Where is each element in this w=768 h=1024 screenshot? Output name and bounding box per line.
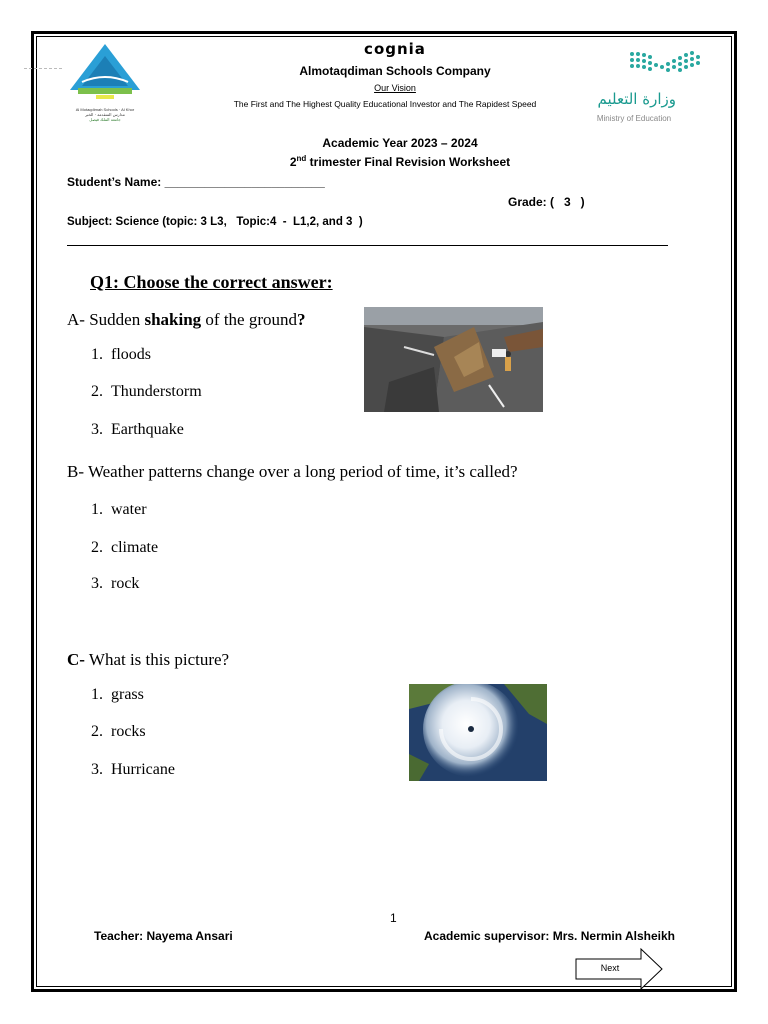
option-c-2-label: rocks [111, 723, 146, 740]
vision-text: The First and The Highest Quality Educational Investor and The Rapidest Speed [233, 99, 537, 109]
earthquake-image [364, 307, 543, 412]
subject-label: Subject: Science (topic: 3 L3, Topic:4 - L1,2, and 3 ) [67, 216, 363, 228]
grade-label: Grade: ( 3 ) [508, 195, 585, 209]
school-logo-caption-1: Al Motaqdimah Schools · Al Khor [75, 107, 135, 112]
option-a-3-label: Earthquake [111, 421, 184, 438]
cognia-logo: cognia [364, 40, 426, 58]
ministry-logo [590, 46, 710, 128]
company-name: Almotaqdiman Schools Company [299, 64, 491, 78]
option-b-3-label: rock [111, 575, 140, 592]
question-c-text: What is this picture? [84, 650, 230, 669]
q1-heading: Q1: Choose the correct answer: [90, 272, 333, 292]
question-b: B- Weather patterns change over a long period of time, it’s called? [67, 462, 518, 481]
option-a-2[interactable]: 2. Thunderstorm [91, 383, 202, 400]
option-a-3[interactable]: 3. Earthquake [91, 421, 184, 438]
option-a-2-label: Thunderstorm [111, 383, 202, 400]
worksheet-ordinal: 2 [289, 155, 297, 169]
hurricane-photo [409, 684, 547, 781]
question-a-prefix: A- Sudden [67, 310, 145, 329]
teacher-name: Teacher: Nayema Ansari [94, 929, 233, 943]
option-b-2-label: climate [111, 539, 159, 556]
page-number: 1 [390, 911, 397, 925]
option-b-1-label: water [111, 501, 147, 518]
header-divider [67, 245, 668, 246]
option-c-3-label: Hurricane [111, 761, 175, 778]
option-b-2[interactable]: 2. climate [91, 539, 159, 556]
academic-year: Academic Year 2023 – 2024 [322, 136, 478, 150]
vision-title: Our Vision [374, 83, 416, 93]
student-name-field[interactable]: Student’s Name: ________________________ [67, 175, 325, 189]
option-a-1[interactable]: 1. floods [91, 346, 151, 363]
option-b-3[interactable]: 3. rock [91, 575, 140, 592]
decorative-dash [24, 68, 62, 70]
option-b-1[interactable]: 1. water [91, 501, 147, 518]
ministry-name-english: Ministry of Education [596, 114, 672, 123]
question-a-suffix: of the ground [201, 310, 297, 329]
question-a-mark: ? [297, 310, 306, 329]
option-c-2[interactable]: 2. rocks [91, 723, 146, 740]
question-a-keyword: shaking [144, 310, 202, 329]
school-logo-caption-3: جامعة الملك فيصل [89, 117, 121, 122]
option-a-1-label: floods [111, 346, 151, 363]
supervisor-name: Academic supervisor: Mrs. Nermin Alsheikh [424, 929, 675, 943]
ministry-dots-icon [590, 46, 710, 82]
worksheet-title [230, 154, 570, 169]
hurricane-image [409, 684, 547, 781]
option-c-3[interactable]: 3. Hurricane [91, 761, 175, 778]
question-a [67, 310, 306, 330]
next-button[interactable] [575, 948, 663, 990]
question-c [67, 650, 229, 670]
school-logo [60, 42, 150, 120]
next-label: Next [600, 963, 620, 973]
earthquake-photo [364, 307, 543, 412]
question-c-number: C- [67, 650, 85, 669]
school-logo-caption-2: مدارس المتقدمة · الخبر [85, 112, 125, 117]
school-logo-icon [60, 42, 150, 102]
ministry-name-arabic: وزارة التعليم [597, 90, 676, 108]
worksheet-ordinal-suffix: nd [296, 154, 307, 163]
option-c-1-label: grass [111, 686, 144, 703]
option-c-1[interactable]: 1. grass [91, 686, 144, 703]
worksheet-title-text: trimester Final Revision Worksheet [306, 155, 511, 169]
